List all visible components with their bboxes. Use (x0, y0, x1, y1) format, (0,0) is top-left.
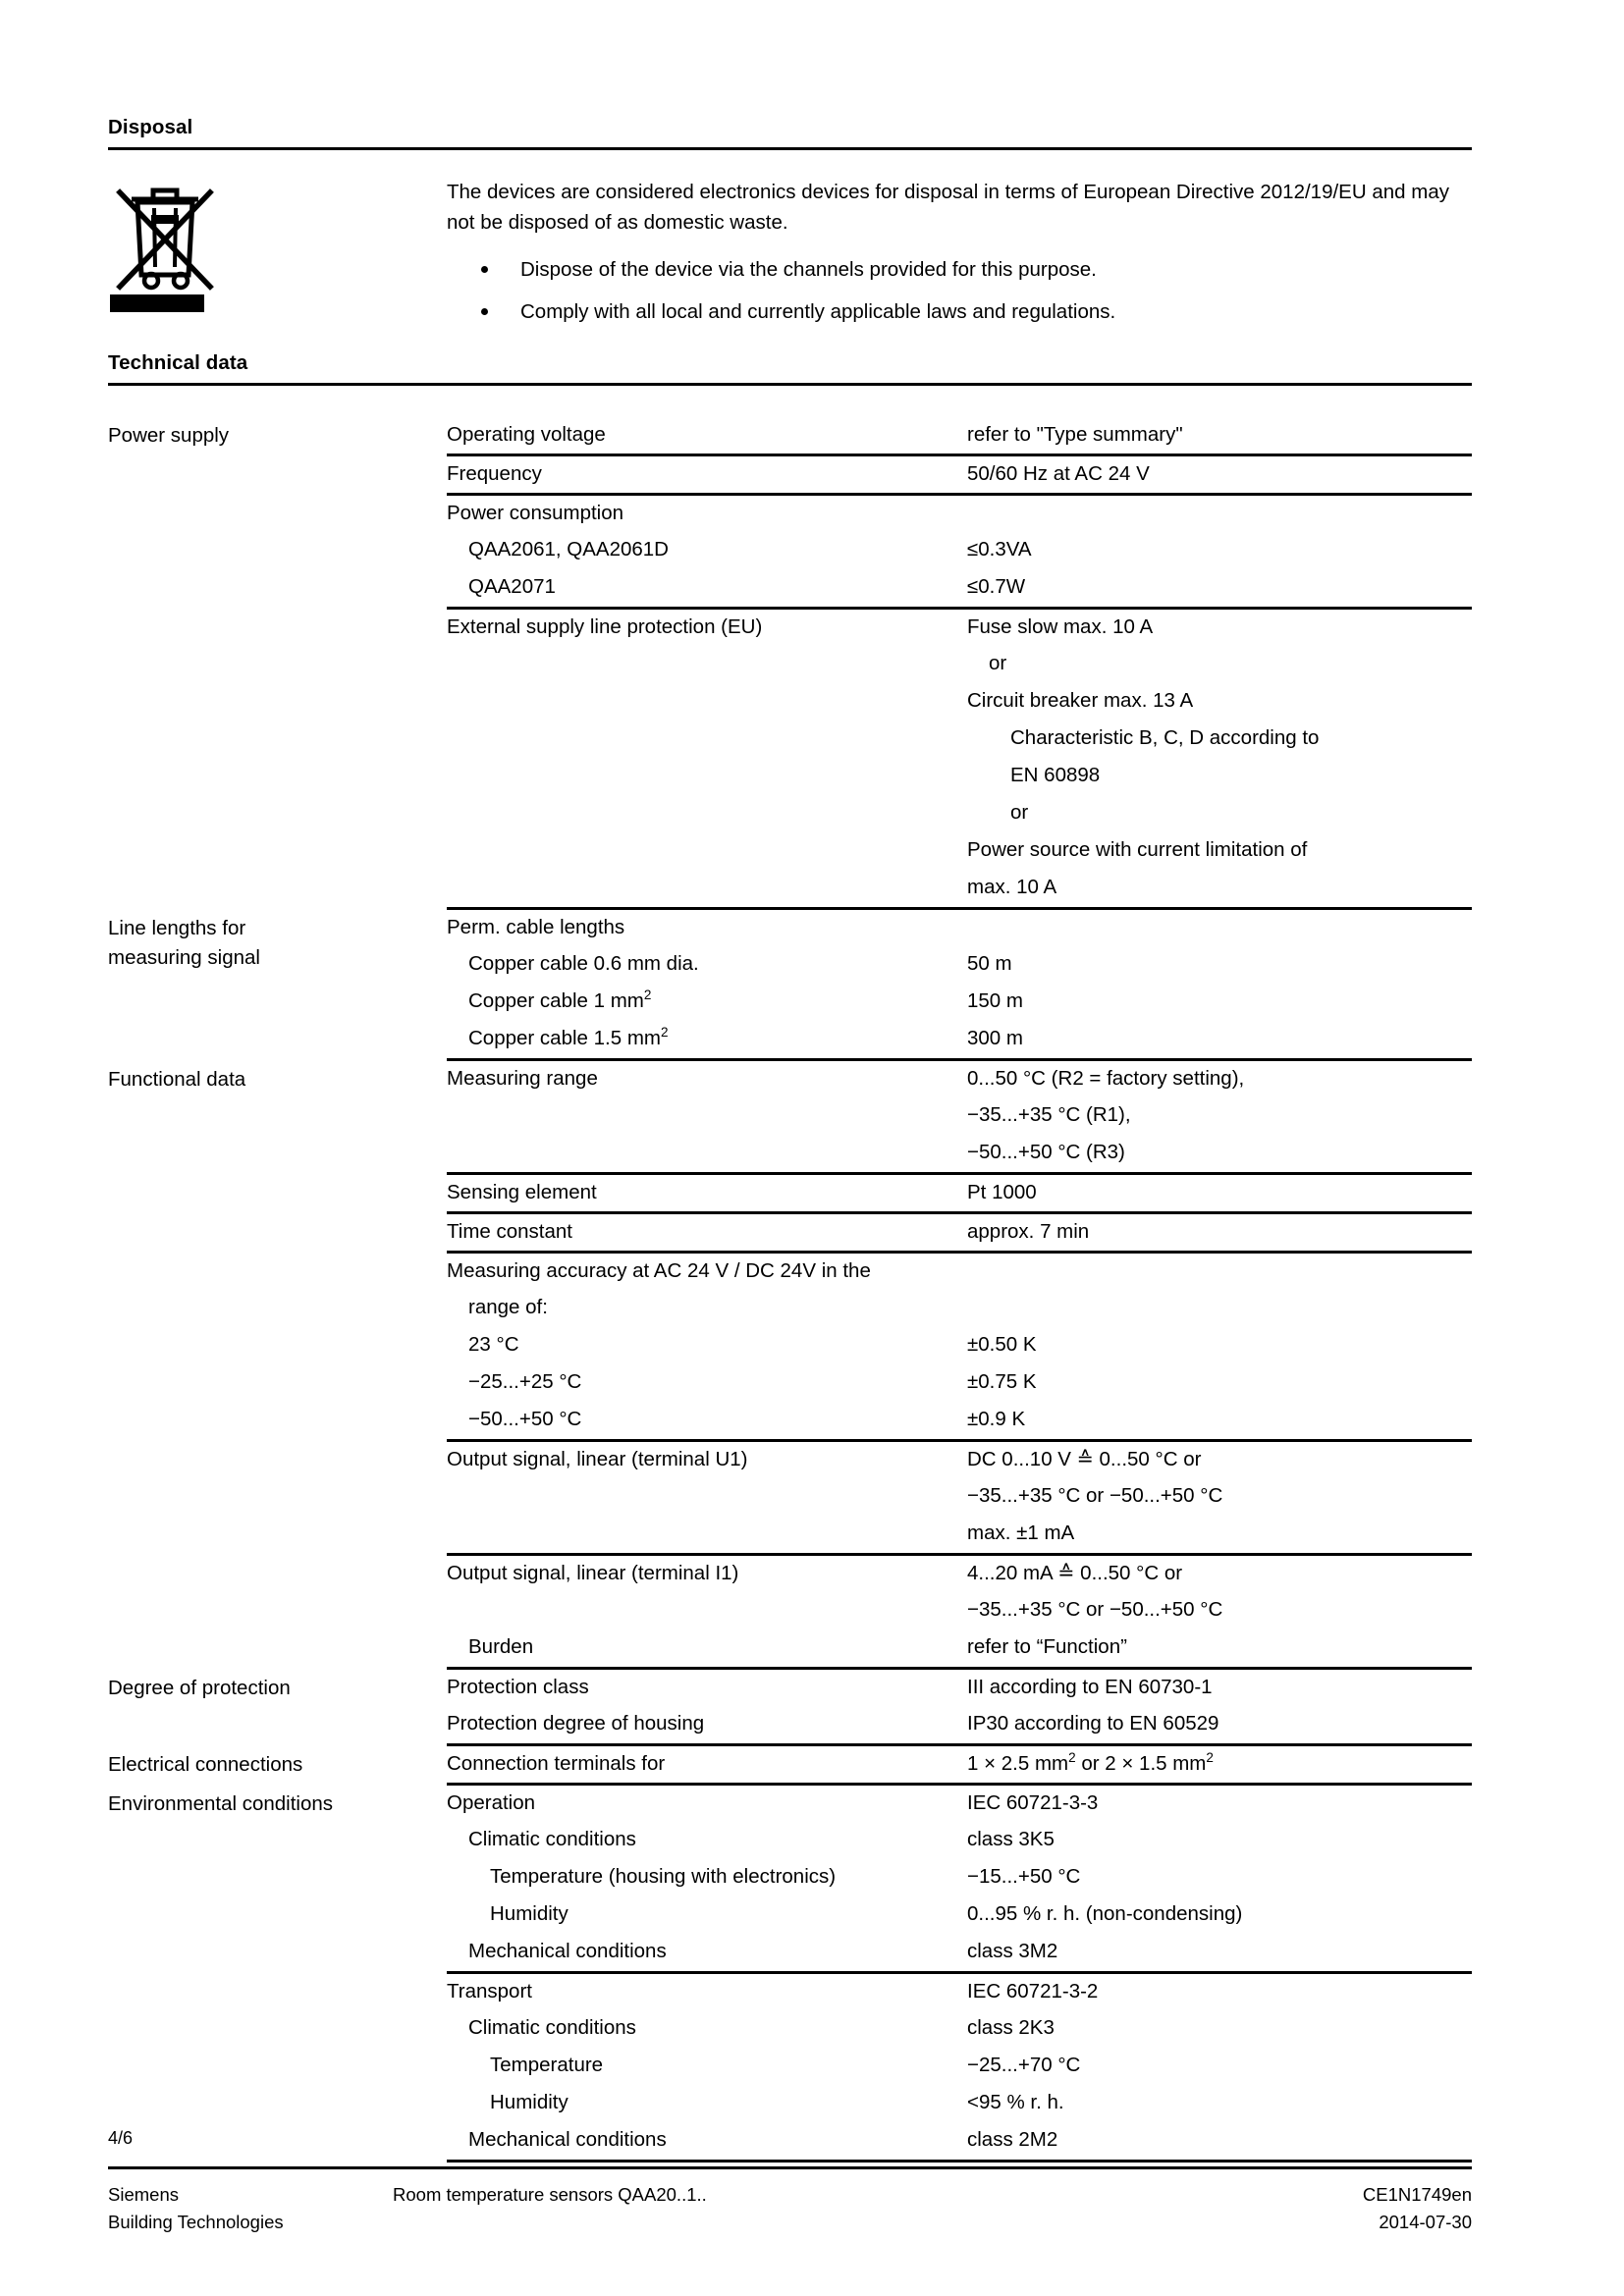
table-entry-label: Power consumption (447, 502, 624, 524)
table-entry (447, 569, 1472, 607)
table-entry-value: IEC 60721-3-3 (967, 1791, 1099, 1814)
table-entry-value: class 2K3 (967, 2016, 1055, 2039)
table-entry-label: Operation (447, 1791, 536, 1814)
bullet-icon (481, 308, 488, 315)
table-entry-value: −35...+35 °C or −50...+50 °C (967, 1598, 1223, 1621)
table-entry-label: Protection degree of housing (447, 1712, 705, 1735)
technical-data-heading-rule (108, 383, 1472, 386)
table-entry-value: 150 m (967, 989, 1023, 1012)
table-entry (447, 758, 1472, 795)
table-entry-label: Copper cable 1.5 $mm^2$ (468, 1025, 669, 1049)
table-entry-label: Mechanical conditions (468, 2128, 667, 2151)
table-row-blocks (447, 910, 1472, 1061)
table-entry (447, 1859, 1472, 1896)
table-entry (447, 1822, 1472, 1859)
footer-document-meta (1177, 2181, 1472, 2236)
table-entry-value: 300 m (967, 1027, 1023, 1049)
table-entry (447, 1706, 1472, 1743)
table-entry-label: Temperature (490, 2054, 604, 2076)
bullet-icon (481, 266, 488, 273)
table-entry-label: Sensing element (447, 1181, 597, 1203)
table-entry (447, 2122, 1472, 2160)
table-entry-value: class 3M2 (967, 1940, 1058, 1962)
table-row-category (108, 417, 447, 451)
table-row-category (108, 1061, 447, 1095)
table-entry (447, 1670, 1472, 1706)
table-row (108, 1786, 1472, 2163)
table-entry (447, 1254, 1472, 1290)
table-entry-label: Mechanical conditions (468, 1940, 667, 1962)
disposal-paragraph: The devices are considered electronics devices for disposal in terms of European Directive 2012/19/EU and may not be disposed of as domestic waste. (447, 181, 1449, 234)
table-entry-label: Perm. cable lengths (447, 916, 625, 938)
table-entry (447, 646, 1472, 683)
table-entry-value: ≤0.3VA (967, 538, 1032, 561)
table-row-blocks (447, 1786, 1472, 2163)
table-entry (447, 1364, 1472, 1402)
category-label-line: Environmental conditions (108, 1792, 334, 1815)
table-entry (447, 1629, 1472, 1667)
technical-data-heading: Technical data (108, 351, 248, 374)
table-entry (447, 1786, 1472, 1822)
table-entry (447, 496, 1472, 532)
table-entry-value: refer to "Type summary" (967, 423, 1183, 446)
table-block (447, 1746, 1472, 1786)
table-row-category (108, 1746, 447, 1780)
table-entry-value: ±0.75 K (967, 1370, 1037, 1393)
table-entry-value: approx. 7 min (967, 1220, 1090, 1243)
table-block (447, 1974, 1472, 2163)
table-entry-label: Burden (468, 1635, 534, 1658)
table-entry (447, 1442, 1472, 1478)
table-entry-value: III according to EN 60730-1 (967, 1676, 1213, 1698)
table-entry-value: 0...95 % r. h. (non-condensing) (967, 1902, 1243, 1925)
table-entry-value: 50/60 Hz at AC 24 V (967, 462, 1150, 485)
table-entry-label: QAA2071 (468, 575, 556, 598)
table-block (447, 1556, 1472, 1670)
table-entry (447, 1592, 1472, 1629)
table-row (108, 1670, 1472, 1746)
list-item (447, 254, 1472, 285)
table-entry (447, 1061, 1472, 1097)
table-entry-value: class 3K5 (967, 1828, 1055, 1850)
table-entry-value: Circuit breaker max. 13 A (967, 689, 1194, 712)
table-row (108, 1061, 1472, 1670)
table-entry (447, 2048, 1472, 2085)
table-entry-value: ±0.50 K (967, 1333, 1037, 1356)
table-entry-label: External supply line protection (EU) (447, 615, 763, 638)
list-item-label: Comply with all local and currently applicable laws and regulations. (520, 300, 1116, 323)
list-item (447, 296, 1472, 327)
technical-data-table (108, 417, 1472, 2163)
disposal-bullet-list (447, 254, 1472, 327)
footer-document-title: Room temperature sensors QAA20..1.. (393, 2184, 707, 2205)
footer-document-code: CE1N1749en (1362, 2184, 1472, 2205)
table-entry-value: IEC 60721-3-2 (967, 1980, 1099, 2002)
table-entry (447, 456, 1472, 493)
table-entry (447, 532, 1472, 569)
table-entry-value: Characteristic B, C, D according to (1010, 726, 1320, 749)
table-entry (447, 1896, 1472, 1934)
table-entry (447, 1934, 1472, 1971)
table-entry-label: Temperature (housing with electronics) (490, 1865, 837, 1888)
table-entry-value: 50 m (967, 952, 1012, 975)
table-block (447, 610, 1472, 910)
table-entry-label: Measuring range (447, 1067, 598, 1090)
table-row-category (108, 1670, 447, 1703)
table-entry (447, 1556, 1472, 1592)
table-entry-value: ≤0.7W (967, 575, 1026, 598)
table-block (447, 910, 1472, 1061)
category-label-line: Power supply (108, 424, 230, 447)
table-entry-label: Operating voltage (447, 423, 606, 446)
table-entry-value: −25...+70 °C (967, 2054, 1081, 2076)
footer-rule (108, 2166, 1472, 2169)
table-block (447, 1214, 1472, 1254)
table-entry (447, 1746, 1472, 1783)
table-entry-value: max. 10 A (967, 876, 1057, 898)
table-entry-label: Output signal, linear (terminal I1) (447, 1562, 739, 1584)
table-row-category (108, 1786, 447, 1819)
table-entry-label: Climatic conditions (468, 1828, 636, 1850)
table-block (447, 1786, 1472, 1974)
document-page (108, 0, 1472, 2296)
table-entry-value: Power source with current limitation of (967, 838, 1308, 861)
table-entry (447, 1478, 1472, 1516)
table-entry-value: or (989, 652, 1007, 674)
table-entry (447, 1135, 1472, 1172)
table-entry-value: Pt 1000 (967, 1181, 1037, 1203)
table-entry-label: Frequency (447, 462, 542, 485)
table-row-blocks (447, 1061, 1472, 1670)
table-entry-value: class 2M2 (967, 2128, 1058, 2151)
table-entry-label: Measuring accuracy at AC 24 V / DC 24V in the (447, 1259, 871, 1282)
table-entry-label: Copper cable 1 $mm^2$ (468, 988, 652, 1012)
table-block (447, 1670, 1472, 1746)
table-entry (447, 946, 1472, 984)
table-block (447, 1175, 1472, 1214)
table-entry (447, 417, 1472, 454)
table-entry-label: Humidity (490, 1902, 568, 1925)
table-entry-value: −15...+50 °C (967, 1865, 1081, 1888)
disposal-body (447, 177, 1472, 339)
table-entry-label: Climatic conditions (468, 2016, 636, 2039)
page-number: 4/6 (108, 2128, 134, 2148)
table-entry-value: max. ±1 mA (967, 1522, 1075, 1544)
table-entry-value: 0...50 °C (R2 = factory setting), (967, 1067, 1245, 1090)
category-label-line: measuring signal (108, 946, 260, 969)
weee-crossed-out-wheelie-bin-icon (108, 169, 236, 301)
table-entry (447, 1175, 1472, 1211)
table-entry (447, 1021, 1472, 1058)
table-entry (447, 1974, 1472, 2010)
table-entry-label: Transport (447, 1980, 532, 2002)
table-entry-value: −35...+35 °C or −50...+50 °C (967, 1484, 1223, 1507)
table-entry (447, 683, 1472, 721)
category-label-line: Electrical connections (108, 1753, 303, 1776)
footer-document-date: 2014-07-30 (1379, 2212, 1472, 2232)
table-entry (447, 721, 1472, 758)
table-entry-value: −50...+50 °C (R3) (967, 1141, 1125, 1163)
table-entry (447, 910, 1472, 946)
table-entry-value: IP30 according to EN 60529 (967, 1712, 1219, 1735)
table-entry-value: or (1010, 801, 1029, 824)
table-entry-label: −25...+25 °C (468, 1370, 582, 1393)
table-row-category (108, 910, 447, 973)
table-row-blocks (447, 1670, 1472, 1746)
table-row (108, 417, 1472, 910)
table-entry-label: QAA2061, QAA2061D (468, 538, 669, 561)
table-entry-value: 4...20 mA ≙ 0...50 °C or (967, 1562, 1183, 1584)
disposal-heading-rule (108, 147, 1472, 150)
table-block (447, 1254, 1472, 1442)
table-entry (447, 795, 1472, 832)
table-entry (447, 832, 1472, 870)
table-block (447, 1061, 1472, 1175)
page-footer (108, 2181, 1472, 2236)
table-entry (447, 1327, 1472, 1364)
table-entry (447, 1402, 1472, 1439)
footer-company-line1: Siemens (108, 2184, 179, 2205)
table-entry-value: −35...+35 °C (R1), (967, 1103, 1131, 1126)
table-entry-label: Connection terminals for (447, 1752, 666, 1775)
table-block (447, 496, 1472, 610)
table-entry (447, 1214, 1472, 1251)
table-entry-value: EN 60898 (1010, 764, 1101, 786)
table-entry-label: 23 °C (468, 1333, 519, 1356)
list-item-label: Dispose of the device via the channels provided for this purpose. (520, 258, 1097, 281)
table-entry (447, 1516, 1472, 1553)
table-entry-label: Output signal, linear (terminal U1) (447, 1448, 748, 1470)
table-entry-value: 1 × 2.5 $mm^2$ or 2 × 1.5 $mm^2$ (967, 1750, 1214, 1775)
table-entry (447, 610, 1472, 646)
table-entry (447, 2085, 1472, 2122)
table-block (447, 417, 1472, 456)
table-entry-label: Copper cable 0.6 mm dia. (468, 952, 699, 975)
table-entry (447, 1097, 1472, 1135)
table-entry-label: Protection class (447, 1676, 589, 1698)
table-entry-value: refer to “Function” (967, 1635, 1127, 1658)
footer-company (108, 2181, 393, 2236)
category-label-line: Degree of protection (108, 1677, 291, 1699)
table-entry-label: −50...+50 °C (468, 1408, 582, 1430)
footer-company-line2: Building Technologies (108, 2212, 284, 2232)
table-entry-label: Time constant (447, 1220, 572, 1243)
table-entry-label: range of: (468, 1296, 548, 1318)
table-entry-label: Humidity (490, 2091, 568, 2113)
table-entry-value: ±0.9 K (967, 1408, 1026, 1430)
table-entry-value: DC 0...10 V ≙ 0...50 °C or (967, 1448, 1202, 1470)
table-entry-value: Fuse slow max. 10 A (967, 615, 1154, 638)
table-row (108, 910, 1472, 1061)
category-label-line: Functional data (108, 1068, 246, 1091)
table-row (108, 1746, 1472, 1786)
table-row-blocks (447, 1746, 1472, 1786)
table-entry (447, 870, 1472, 907)
table-block (447, 1442, 1472, 1556)
weee-solid-bar (110, 294, 204, 312)
table-entry (447, 984, 1472, 1021)
table-entry-value: <95 % r. h. (967, 2091, 1064, 2113)
table-entry (447, 1290, 1472, 1327)
disposal-heading: Disposal (108, 116, 193, 138)
table-entry (447, 2010, 1472, 2048)
table-row-blocks (447, 417, 1472, 910)
category-label-line: Line lengths for (108, 917, 246, 939)
table-block (447, 456, 1472, 496)
